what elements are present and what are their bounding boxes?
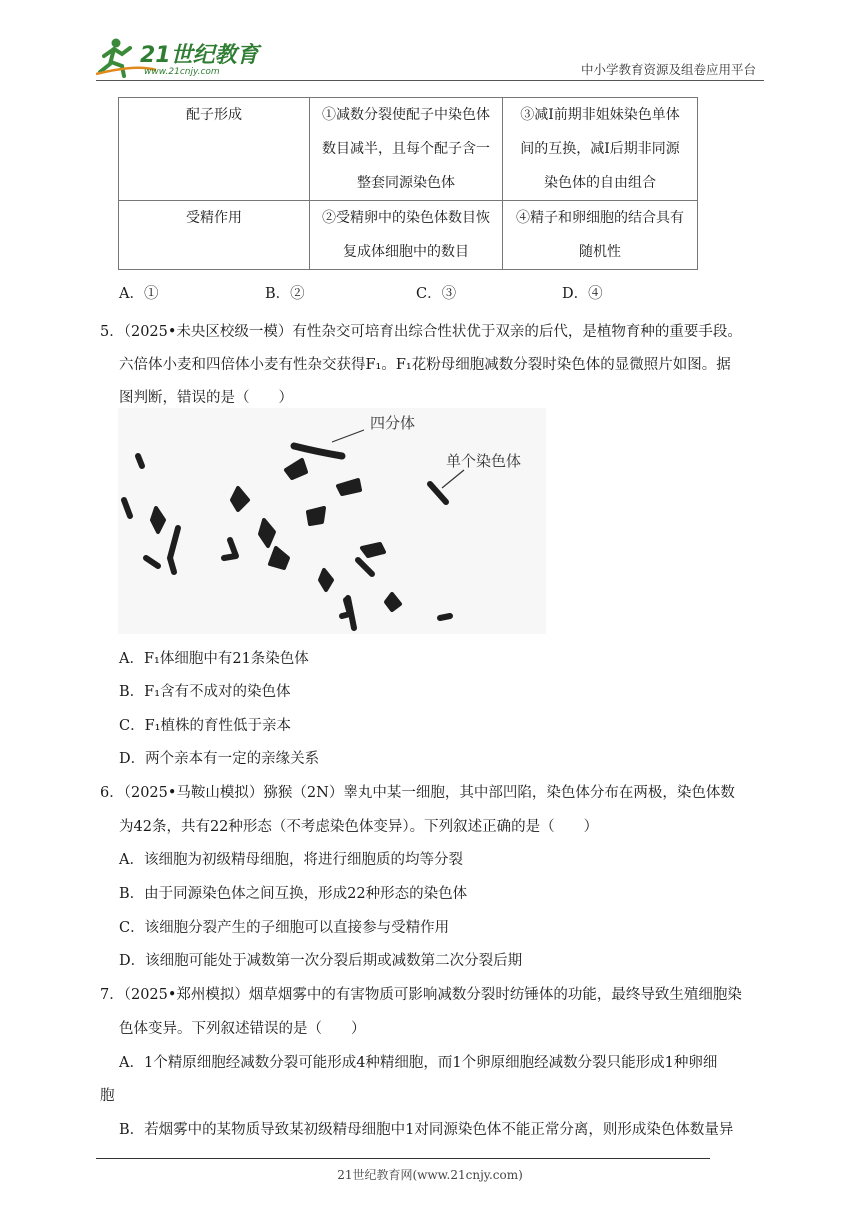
q6-option-c: C．该细胞分裂产生的子细胞可以直接参与受精作用 (119, 920, 450, 936)
q7-option-b: B．若烟雾中的某物质导致某初级精母细胞中1对同源染色体不能正常分离，则形成染色体数量异 (119, 1122, 734, 1138)
q4-option-b: B．② (265, 286, 305, 302)
q7-option-a: A．1个精原细胞经减数分裂可能形成4种精细胞，而1个卵原细胞经减数分裂只能形成1种卵细 (119, 1055, 718, 1071)
chromosome-shape (440, 616, 450, 618)
q6-stem-line: 6．（2025•马鞍山模拟）猕猴（2N）睾丸中某一细胞，其中部凹陷，染色体分布在两极，染色体数 (100, 785, 735, 801)
site-logo (96, 34, 266, 78)
q6-option-a: A．该细胞为初级精母细胞，将进行细胞质的均等分裂 (119, 852, 463, 868)
table-cell-option-3 (503, 98, 698, 201)
table-row (119, 201, 698, 270)
q4-option-a: A．① (119, 286, 159, 302)
cell-line: 整套同源染色体 (357, 175, 455, 191)
table-cell-option-1 (310, 98, 503, 201)
platform-name: 中小学教育资源及组卷应用平台 (580, 62, 756, 77)
table-cell-option-2 (310, 201, 503, 270)
table-cell-option-4 (503, 201, 698, 270)
cell-line: 染色体的自由组合 (544, 175, 656, 191)
q7-stem-line: 色体变异。下列叙述错误的是（ ） (119, 1021, 366, 1037)
q7-option-a-continued: 胞 (100, 1088, 115, 1104)
cell-line: ④精子和卵细胞的结合具有 (516, 210, 684, 226)
q5-stem-line: 5．（2025•未央区校级一模）有性杂交可培育出综合性状优于双亲的后代，是植物育种的重要手段。 (100, 324, 742, 340)
table-row (119, 98, 698, 201)
chromosome-micrograph (118, 408, 546, 634)
q5-stem-line: 六倍体小麦和四倍体小麦有性杂交获得F₁。F₁花粉母细胞减数分裂时染色体的显微照片如图。据 (119, 357, 731, 373)
q5-option-c: C．F₁植株的育性低于亲本 (119, 718, 291, 734)
cell-line: ②受精卵中的染色体数目恢 (322, 210, 490, 226)
q6-stem-line: 为42条，共有22种形态（不考虑染色体变异）。下列叙述正确的是（ ） (119, 819, 599, 835)
q5-option-b: B．F₁含有不成对的染色体 (119, 684, 291, 700)
q5-option-a: A．F₁体细胞中有21条染色体 (119, 651, 309, 667)
q4-option-d: D．④ (562, 286, 603, 302)
footer-text: 21世纪教育网(www.21cnjy.com) (337, 1168, 523, 1182)
chromosome-shape (308, 508, 324, 524)
q5-stem-line: 图判断，错误的是（ ） (119, 390, 293, 406)
cell-line: 复成体细胞中的数目 (343, 244, 469, 260)
q6-option-b: B．由于同源染色体之间互换，形成22种形态的染色体 (119, 886, 468, 902)
cell-line: 数目减半，且每个配子含一 (322, 141, 490, 157)
cell-line: 随机性 (579, 244, 621, 260)
table-cell-stage: 受精作用 (119, 201, 310, 270)
logo-url: www.21cnjy.com (144, 67, 220, 77)
chromosome-shape (362, 544, 384, 556)
header-divider (96, 80, 764, 81)
cell-line: 间的互换，减Ⅰ后期非同源 (520, 141, 680, 157)
cell-line: ①减数分裂使配子中染色体 (322, 107, 490, 123)
chromosome-shape (138, 456, 142, 466)
logo-text: 21世纪教育 (140, 43, 259, 68)
label-tetrad: 四分体 (370, 414, 416, 432)
table-cell-stage: 配子形成 (119, 98, 310, 201)
label-single-chromosome: 单个染色体 (446, 452, 522, 470)
q7-stem-line: 7．（2025•郑州模拟）烟草烟雾中的有害物质可影响减数分裂时纺锤体的功能，最终导致生殖细胞染 (100, 987, 742, 1003)
q4-table (118, 97, 698, 270)
q4-option-c: C．③ (416, 286, 457, 302)
footer-divider (96, 1158, 710, 1159)
q5-option-d: D．两个亲本有一定的亲缘关系 (119, 751, 320, 767)
q6-option-d: D．该细胞可能处于减数第一次分裂后期或减数第二次分裂后期 (119, 953, 523, 969)
cell-line: ③减Ⅰ前期非姐妹染色单体 (520, 107, 680, 123)
